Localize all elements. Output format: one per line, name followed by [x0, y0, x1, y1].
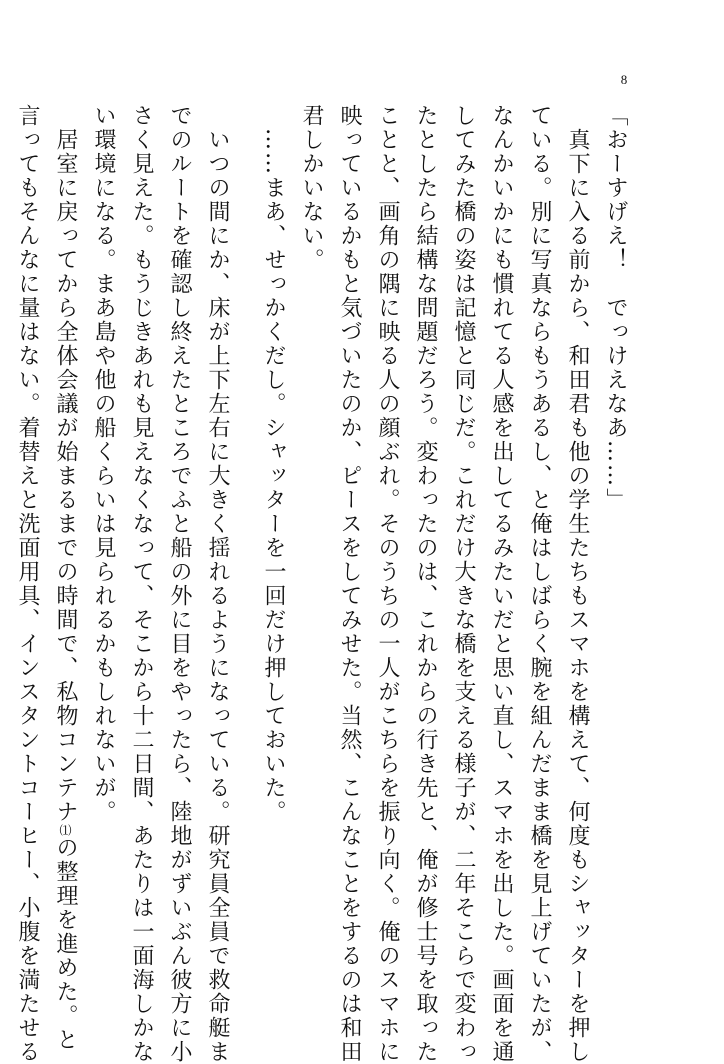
- text-line: たとしたら結構な問題だろう。変わったのは、これからの行き先と、俺が修士号を取った: [413, 104, 438, 1064]
- text-line: でのルートを確認し終えたところでふと船の外に目をやったら、陸地がずいぶん彼方に小: [167, 104, 192, 1064]
- text-line: ている。別に写真ならもうあるし、と俺はしばらく腕を組んだまま橋を見上げていたが、: [527, 104, 552, 1064]
- text-line: 「おーすげえ！ でっけえなあ……」: [603, 104, 628, 512]
- text-line: 映っているかもと気づいたのか、ピースをしてみせた。当然、こんなことをするのは和田: [337, 104, 362, 1064]
- text-line: さく見えた。もうじきあれも見えなくなって、そこから十二日間、あたりは一面海しかな: [129, 104, 154, 1064]
- section-break: [236, 104, 254, 964]
- text-line: 居室に戻ってから全体会議が始まるまでの時間で、私物コンテナ⑴の整理を進めた。と: [53, 104, 78, 1052]
- text-line: ことと、画角の隅に映る人の顔ぶれ。そのうちの一人がこちらを振り向く。俺のスマホに: [375, 104, 400, 1064]
- text-line: なんかいかにも慣れてる人感を出してるみたいだと思い直し、スマホを出した。画面を通: [489, 104, 514, 1064]
- footnote-marker: ⑴: [58, 824, 72, 836]
- body-text: [15, 104, 634, 1064]
- text-line: ……まあ、せっかくだし。シャッターを一回だけ押しておいた。: [261, 104, 286, 824]
- text-line: 言ってもそんなに量はない。着替えと洗面用具、インスタントコーヒー、小腹を満たせる: [15, 104, 40, 1064]
- text-line: 真下に入る前から、和田君も他の学生たちもスマホを構えて、何度もシャッターを押し: [565, 104, 590, 1064]
- text-line: してみた橋の姿は記憶と同じだ。これだけ大きな橋を支える様子が、二年そこらで変わっ: [451, 104, 476, 1064]
- page-number: 8: [620, 72, 628, 87]
- text-line: いつの間にか、床が上下左右に大きく揺れるようになっている。研究員全員で救命艇ま: [205, 104, 230, 1064]
- text-line: い環境になる。まあ島や他の船くらいは見られるかもしれないが。: [91, 104, 116, 824]
- text-line: 君しかいない。: [299, 104, 324, 272]
